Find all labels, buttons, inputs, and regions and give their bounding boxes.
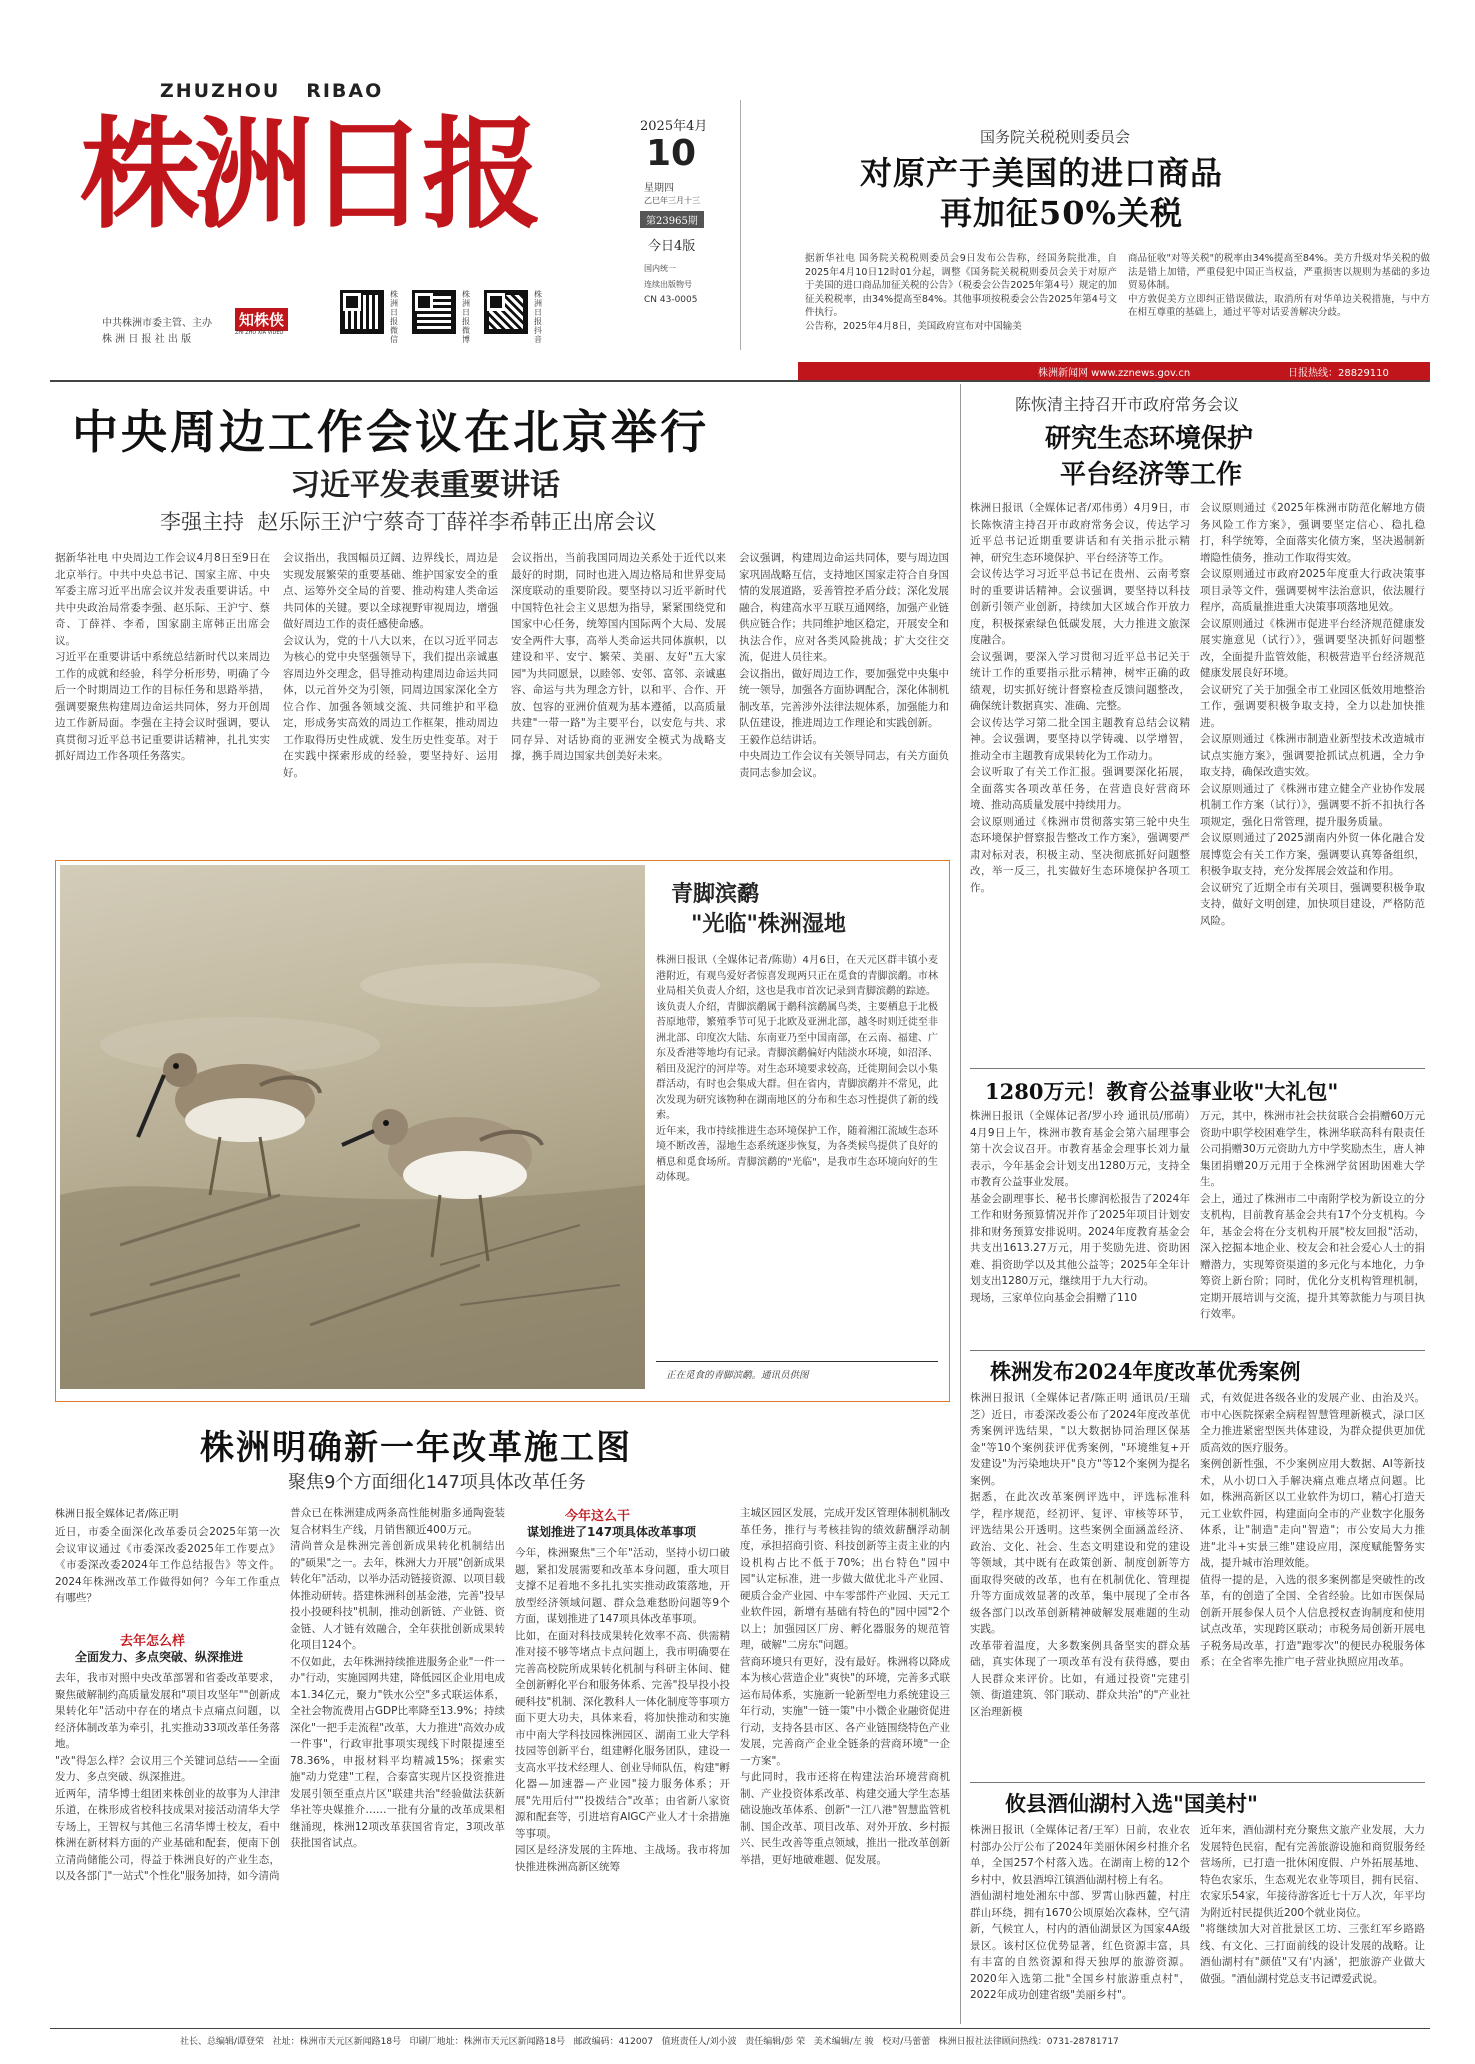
village-col-2: 近年来，酒仙湖村充分聚焦文旅产业发展，大力发展特色民宿，配有完善旅游设施和商贸服务经营场所，已打造一批休闲度假、户外拓展基地、特色农家乐，生态观光农业等项目，拥有民宿、农家乐54家，年接待游客近七十万人次，年平均为附近村民提供近200个就业岗位。 "将继续加大对首批景区工坊、三张红军乡路路线、有文化、三打面前线的设计发展的战略。让酒仙湖村有"颜值"又有'内涵'，把旅游产业做大做强。"酒仙湖村党总支书记谭爱武说。 xyxy=(1200,1824,1425,1985)
reform-col-1-intro: 近日，市委全面深化改革委员会2025年第一次会议审议通过《市委深改委2025年工作要点》《市委深改委2024年工作总结报告》等文件。2024年株洲改革工作做得如何？今年工作重点有哪些？ xyxy=(55,1526,280,1604)
cn-label-2: 连续出版物号 xyxy=(644,280,692,289)
edu-col-2: 万元，其中，株洲市社会扶贫联合会捐赠60万元资助中职学校困难学生，株洲华联高科有限责任公司捐赠30万元资助九方中学奖励杰生，唐人神集团捐赠20万元用于全株洲学贫困助困难大学生。 会上，通过了株洲市二中南附学校为新设立的分支机构，目前教育基金会共有17个分支机构。今年，基金会将在分支机构开展"校友回报"活动，深入挖掘本地企业、校友会和社会爱心人士的捐赠潜力，实现筹资渠道的多元化与本地化，力争筹资上新台阶；同时，优化分支机构管理机制，定期开展培训与交流，提升其筹款能力与项目执行效率。 xyxy=(1200,1110,1425,1320)
sandpiper-left xyxy=(138,1053,320,1197)
top-story-headline-1: 对原产于美国的进口商品 xyxy=(860,154,1224,192)
rule-cases xyxy=(970,1350,1425,1351)
app-logo[interactable] xyxy=(235,308,311,340)
date-day: 10 xyxy=(646,133,697,174)
column-divider xyxy=(960,384,961,2024)
masthead xyxy=(50,60,1430,360)
lead-col-2: 会议指出，我国幅员辽阔、边界线长，周边是实现发展繁荣的重要基础、维护国家安全的重点、运筹外交全局的首要、推动构建人类命运共同体的关键。要以全球视野审视周边，增强做好周边工作的责任感使命感。 会议认为，党的十八大以来，在以习近平同志为核心的党中央坚强领导下，我们提出亲诚惠容周边外交理念，倡导推动构建周边命运共同体，以元首外交为引领，同周边国家深化全方位合作、加强各领域交流、共同维护和平稳定，形成务实高效的周边工作框架，推动周边工作取得历史性成就、发生历史性变革。对于在实践中探索形成的经验，要坚持好、运用好。 xyxy=(283,552,498,779)
wetland-headline-1: 青脚滨鹬 xyxy=(671,882,760,907)
top-story-col-1: 据新华社电 国务院关税税则委员会9日发布公告称，经国务院批准，自2025年4月10日12时01分起，调整《国务院关税税则委员会关于对原产于美国的进口商品加征关税的公告》（税委会公告2025年第4号）规定的加征关税税率，由34%提高至84%。其他事项按税委会公告2025年第4号文件执行。 xyxy=(805,253,1117,318)
lead-deck: 李强主持 赵乐际王沪宁蔡奇丁薛祥李希韩正出席会议 xyxy=(160,510,657,534)
qr-label-3: 株洲日报抖音 xyxy=(534,290,542,344)
lead-col-3: 会议指出，当前我国同周边关系处于近代以来最好的时期，同时也进入周边格局和世界变局深度联动的重要阶段。要坚持以习近平新时代中国特色社会主义思想为指导，紧紧围绕党和国家中心任务，统筹国内国际两个大局、发展安全两件大事，高举人类命运共同体旗帜，以建设和平、安宁、繁荣、美丽、友好"五大家园"为共同愿景，以睦邻、安邻、富邻、亲诚惠容、命运与共为理念方针，以和平、合作、开放、包容的亚洲价值观为基本遵循，以高质量共建"一带一路"为主要平台，以安危与共、求同存异、对话协商的亚洲安全模式为战略支撑，携手周边国家共创美好未来。 xyxy=(511,552,726,762)
issue-number: 第23965期 xyxy=(640,211,704,228)
wetland-body: 株洲日报讯（全媒体记者/陈勋）4月6日，在天元区群丰镇小麦港附近，有观鸟爱好者惊喜发现两只正在觅食的青脚滨鹬。市林业局相关负责人介绍，这也是我市首次记录到青脚滨鹬的踪迹。 该负责人介绍，青脚滨鹬属于鹬科滨鹬属鸟类，主要栖息于北极苔原地带，繁殖季节可见于北欧及亚洲北部，越冬时则迁徙至非洲北部、印度次大陆、东南亚乃至中国南部，在云南、福建、广东及香港等地均有记录。青脚滨鹬偏好内陆淡水环境，如沼泽、稻田及泥泞的河岸等。对生态环境要求较高，迁徙期间会以小集群活动，有时也会集成大群。但在省内，青脚滨鹬并不常见，此次发现为研究该物种在湖南地区的分布和生态习性提供了新的线索。 近年来，我市持续推进生态环境保护工作，随着湘江流域生态环境不断改善，湿地生态系统逐步恢复，为各类候鸟提供了良好的栖息和觅食场所。青脚滨鹬的"光临"，是我市生态环境向好的生动体现。 xyxy=(656,955,938,1183)
cases-col-2: 式，有效促进各级各业的发展产业、由治及兴。市中心医院探索全病程智慧管理新模式，渌口区全力推进紧密型医共体建设，为群众提供更加优质高效的医疗服务。 案例创新性强，不少案例应用大数据、AI等新技术，从小切口入手解决痛点难点堵点问题。比如，株洲高新区以工业软件为切口，精心打造天元工业软件园，构建面向全市的产业数字化服务体系，让"制造"走向"智造"；市公安局大力推进"北斗+实景三维"建设应用，深度赋能警务实战，提升城市治理效能。 值得一提的是，入选的很多案例都是突破性的改革，有的创造了全国、全省经验。比如市医保局创新开展参保人员个人信息授权查询制度和使用试点改革，实现跨区联动；市税务局创新开展电子税务局改革，打造"跑零次"的便民办税服务体系；在全省率先推广电子营业执照应用改革。 xyxy=(1200,1392,1425,1668)
ecology-col-2: 会议原则通过《2025年株洲市防范化解地方债务风险工作方案》，强调要坚定信心、稳扎稳打，科学统筹，全面落实化债方案，坚决遏制新增隐性债务，推动工作取得实效。 会议原则通过市政府2025年度重大行政决策事项目录等文件，强调要树牢法治意识，依法履行程序，高质量推进重大决策事项落地见效。 会议原则通过《株洲市促进平台经济规范健康发展实施意见（试行）》，强调要坚决抓好问题整改，全面提升监管效能，积极营造平台经济规范健康发展良好环境。 会议研究了关于加强全市工业园区低效用地整治工作，强调要积极争取支持，全力以赴加快推进。 会议原则通过《株洲市制造业新型技术改造城市试点实施方案》，强调要抢抓试点机遇，全力争取支持，确保改造实效。 会议原则通过了《株洲市建立健全产业协作发展机制工作方案（试行）》，强调要不折不扣执行各项规定，强化日常管理，提升服务质量。 会议原则通过了2025湖南内外贸一体化融合发展博览会有关工作方案，强调要认真筹备组织，积极争取支持，充分发挥展会效益和作用。 会议研究了近期全市有关项目，强调要积极争取支持，做好文明创建，加快项目建设，严格防范风险。 xyxy=(1200,502,1425,927)
qr-code-3[interactable] xyxy=(484,290,528,334)
lead-headline: 中央周边工作会议在北京举行 xyxy=(72,405,709,459)
reform-sec-1-sub: 全面发力、多点突破、纵深推进 xyxy=(75,1650,244,1664)
reform-sec-1: 去年怎么样 xyxy=(120,1634,186,1649)
cases-headline: 株洲发布2024年度改革优秀案例 xyxy=(990,1359,1301,1384)
wetland-box xyxy=(55,860,950,1402)
footer-credits: 社长、总编辑/谭登荣 社址：株洲市天元区新闻路18号 印刷厂地址：株洲市天元区新闻路18号 邮政编码：412007 值班责任人/刘小波 责任编辑/彭 荣 美术编辑/左 骏 校对/马蕾蕾 株洲日报社法律顾问热线：0731-28781717 xyxy=(180,2037,1119,2047)
cn-label-1: 国内统一 xyxy=(644,264,676,273)
rule-village xyxy=(970,1782,1425,1783)
masthead-rule xyxy=(50,380,1430,382)
cases-col-1: 株洲日报讯（全媒体记者/陈正明 通讯员/王瑞芝）近日，市委深改委公布了2024年度改革优秀案例评选结果，"以大数据协同治理区保基金"等10个案例获评优秀案例，"环境维复+开发建设"为污染地块开"良方"等12个案例为提名案例。 据悉，在此次改革案例评选中，评选标准科学，程序规范，经初评、复评、审核等环节，评选结果公开透明。这些案例全面涵盖经济、政治、文化、社会、生态文明建设和党的建设等领域，其中既有在政策创新、制度创新等方面取得突破的改革，也有在机制优化、管理提升等方面成效显著的改革，集中展现了全市各级各部门以改革创新精神破解发展难题的生动实践。 改革带着温度，大多数案例具备坚实的群众基础，真实体现了一项改革有没有获得感，要由人民群众来评价。比如，有通过投资"完建引领、街道建筑、邻门联动、群众共治"的"产业社区治理新模 xyxy=(970,1392,1190,1718)
village-col-1: 株洲日报讯（全媒体记者/王军）日前，农业农村部办公厅公布了2024年美丽休闲乡村推介名单，全国257个村落入选。在湖南上榜的12个乡村中，攸县酒埠江镇酒仙湖村榜上有名。 酒仙湖村地处湘东中部、罗霄山脉西麓，村庄群山环绕，拥有1670公顷原始次森林，空气清新，气候宜人，村内的酒仙湖景区为国家4A级景区。该村区位优势显著，红色资源丰富，具有丰富的自然资源和得天独厚的旅游资源。2020年入选第二批"全国乡村旅游重点村"，2022年成功创建省级"美丽乡村"。 xyxy=(970,1824,1190,2001)
reform-sec-2-sub: 谋划推进了147项具体改革事项 xyxy=(527,1525,697,1539)
date-year-month: 2025年4月 xyxy=(640,119,708,134)
masthead-pinyin: ZHUZHOU RIBAO xyxy=(160,80,384,102)
lead-col-4: 会议强调，构建周边命运共同体，要与周边国家巩固战略互信，支持地区国家走符合自身国情的发展道路，妥善管控矛盾分歧；深化发展融合，构建高水平互联互通网络，加强产业链供应链合作；共同维护地区稳定，开展安全和执法合作，应对各类风险挑战；扩大交往交流，促进人员往来。 会议指出，做好周边工作，要加强党中央集中统一领导，加强各方面协调配合，深化体制机制改革，完善涉外法律法规体系，加强能力和队伍建设，推进周边工作理论和实践创新。 王毅作总结讲话。 中央周边工作会议有关领导同志，有关方面负责同志参加会议。 xyxy=(739,552,949,779)
app-sub: ZHI ZHU XIA VIDEO xyxy=(235,330,284,336)
app-name: 知株侠 xyxy=(235,308,288,331)
qr-label-2: 株洲日报微博 xyxy=(462,290,470,344)
date-box xyxy=(640,115,735,340)
reform-col-2: 普众已在株洲建成两条高性能树脂多通陶瓷装复合材料生产线，月销售额近400万元。 清尚普众是株洲完善创新成果转化机制结出的"硕果"之一。去年，株洲大力开展"创新成果转化年"活动，以举办活动链接资源、以项目载体推动研转。搭建株洲科创基金港，完善"投早投小投硬科技"机制，推动创新链、产业链、资金链、人才链有效融合，全年获批创新成果转化项目124个。 不仅如此，去年株洲持续推进服务企业"一件一办"行动，实施园网共建，降低园区企业用电成本1.34亿元，聚力"铁水公空"多式联运体系，全社会物流费用占GDP比率降至13.9%；持续深化"一把手走流程"改革，大力推进"高效办成一件事"，行政审批事项实现线下时限提速至78.36%，申报材料平均精减15%；探索实施"动力党建"工程，合泰富实现片区投资推进发展引领至重点片区"联建共治"经验做法获新华社等央媒推介……一批有分量的改革成果相继涌现，株洲12项改革获国省肯定，3项改革获批国省试点。 xyxy=(290,1507,505,1849)
page-count: 今日4版 xyxy=(648,239,696,254)
bird-photo-illustration xyxy=(60,865,645,1389)
top-story-col-1-tail: 公告称，2025年4月8日，美国政府宣布对中国输美 xyxy=(805,321,1022,332)
weekday: 星期四 xyxy=(644,183,674,194)
reform-headline: 株洲明确新一年改革施工图 xyxy=(200,1428,632,1468)
qr-code-2[interactable] xyxy=(412,290,456,334)
sponsor-line-2: 株 洲 日 报 社 出 版 xyxy=(102,334,192,345)
top-story-kicker: 国务院关税税则委员会 xyxy=(980,128,1131,146)
masthead-title: 株洲日报 xyxy=(80,104,536,245)
reform-col-1-body: 去年，我市对照中央改革部署和省委改革要求，聚焦破解制约高质量发展和"项目攻坚年""创新成果转化年"活动中存在的堵点卡点痛点问题，以经济体制改革为牵引，扎实推动33项改革任务落地。 "改"得怎么样？会议用三个关键词总结——全面发力、多点突破、纵深推进。 近两年，清华博士组团来株创业的故事为人津津乐道，在株形成省校科技成果对接活动清华大学专场上，王智权与其他三名清华博士校友，看中株洲在新材料方面的产业基础和配套，便南下创立清尚储能公司，得益于株洲良好的产业生态，以及各部门"一站式"个性化"服务加持，如今清尚 xyxy=(55,1672,280,1882)
bird-photo xyxy=(60,865,645,1389)
lead-subhead: 习近平发表重要讲话 xyxy=(290,468,560,503)
lead-col-1: 据新华社电 中央周边工作会议4月8日至9日在北京举行。中共中央总书记、国家主席、中央军委主席习近平出席会议并发表重要讲话。中共中央政治局常委李强、赵乐际、王沪宁、蔡奇、丁薛祥、李希，国家副主席韩正出席会议。 习近平在重要讲话中系统总结新时代以来周边工作的成就和经验，科学分析形势，明确了今后一个时期周边工作的目标任务和思路举措，强调要聚焦构建周边命运共同体，努力开创周边工作新局面。李强在主持会议时强调，要认真贯彻习近平总书记重要讲话精神，扎扎实实抓好周边工作各项任务落实。 xyxy=(55,552,270,762)
masthead-divider xyxy=(740,100,741,350)
top-story-col-2: 商品征收"对等关税"的税率由34%提高至84%。美方升级对华关税的做法是错上加错，严重侵犯中国正当权益，严重损害以规则为基础的多边贸易体制。 中方敦促美方立即纠正错误做法，取消所有对华单边关税措施，与中方在相互尊重的基础上，通过平等对话妥善解决分歧。 xyxy=(1128,253,1430,318)
village-headline: 攸县酒仙湖村入选"国美村" xyxy=(1005,1791,1258,1816)
reform-subhead: 聚焦9个方面细化147项具体改革任务 xyxy=(288,1472,586,1493)
edu-headline: 1280万元！教育公益事业收"大礼包" xyxy=(985,1079,1339,1104)
web-site[interactable]: 株洲新闻网 www.zznews.gov.cn xyxy=(1038,368,1191,379)
reform-col-4: 主城区园区发展，完成开发区管理体制机制改革任务，推行与考核挂钩的绩效薪酬浮动制度，承担招商引资、科技创新等主责主业的内设机构占比不低于70%；出台特色"园中园"认定标准，进一步做大做优北斗产业园、硬质合金产业园、中车零部件产业园、天元工业软件园，新增有基础有特色的"园中园"2个以上；加强园区厂房、孵化器服务的规范管理，破解"二房东"问题。 营商环境只有更好，没有最好。株洲将以降成本为核心营造企业"爽快"的环境，完善多式联运布局体系，实施新一轮新型电力系统建设三年行动，实施"一链一策"中小微企业融资促进行动，支持各县市区、各产业链围绕特色产业发展，完善商产企业全链条的营商环境"一企一方案"。 与此同时，我市还将在构建法治环境营商机制、产业投资体系改革、构建交通大学生态基础设施改革体系、创新"一江八港"智慧监管机制、国企改革、项目改革、对外开放、乡村振兴、民生改善等重点领域，推出一批改革创新举措，更好地破难题、促发展。 xyxy=(740,1507,950,1866)
photo-caption: 正在觅食的青脚滨鹬。通讯员供图 xyxy=(666,1370,809,1381)
web-bar xyxy=(798,362,1430,380)
sponsor-line-1: 中共株洲市委主管、主办 xyxy=(102,318,212,329)
qr-code-1[interactable] xyxy=(340,290,384,334)
cn-number: CN 43-0005 xyxy=(644,295,698,305)
ecology-kicker: 陈恢清主持召开市政府常务会议 xyxy=(1015,395,1240,414)
reform-col-3: 今年，株洲聚焦"三个年"活动，坚持小切口破题，紧扣发展需要和改革本身问题，重大项目支撑不足着地不多扎扎实实推动政策落地，开放型经济领域问题、群众急难愁盼问题等9个方面，谋划推进了147项具体改革事项。 比如，在面对科技成果转化效率不高、供需精准对接不够等堵点卡点问题上，我市明确要在完善高校院所成果转化机制与科研主体间、健全创新孵化平台和服务体系、完善"投早投小投硬科技"机制、深化教科人一体化制度等事项方面下更大功夫，具体来看，将加快推动和实施市中南大学科技园株洲园区、湖南工业大学科技园等创新平台，组建孵化服务团队，建设一支高水平技术经理人、创业导师队伍，构建"孵化器—加速器—产业园"接力服务体系；开展"先用后付""投拨结合"改革；由省新八家资源和配套等，引进培育AIGC产业人才十余措施等事项。 园区是经济发展的主阵地、主战场。我市将加快推进株洲高新区统筹 xyxy=(515,1547,730,1873)
qr-label-1: 株洲日报微信 xyxy=(390,290,398,344)
top-story-headline-2: 再加征50%关税 xyxy=(940,194,1183,232)
footer-rule xyxy=(50,2028,1430,2029)
reform-sec-2: 今年这么干 xyxy=(565,1509,631,1524)
ecology-headline-2: 平台经济等工作 xyxy=(1060,460,1243,490)
caption-rule xyxy=(656,1361,938,1362)
ecology-headline-1: 研究生态环境保护 xyxy=(1045,424,1254,454)
wetland-headline-2: "光临"株洲湿地 xyxy=(691,912,846,937)
edu-col-1: 株洲日报讯（全媒体记者/罗小玲 通讯员/邢萌）4月9日上午，株洲市教育基金会第六届理事会第十次会议召开。市教育基金会理事长刘力量表示，今年基金会计划支出1280万元，支持全市教育公益事业发展。 基金会副理事长、秘书长廖润松报告了2024年工作和财务预算情况并作了2025年项目计划安排和财务预算安排说明。2024年度教育基金会共支出1613.27万元，用于奖励先进、资助困难、捐资助学以及其他公益等；2025年全年计划支出1280万元，继续用于九大行动。 现场，三家单位向基金会捐赠了110 xyxy=(970,1110,1190,1304)
reform-byline: 株洲日报全媒体记者/陈正明 xyxy=(55,1509,179,1520)
ecology-col-1: 株洲日报讯（全媒体记者/邓伟勇）4月9日，市长陈恢清主持召开市政府常务会议，传达学习近平总书记近期重要讲话和有关指示批示精神，研究生态环境保护、平台经济等工作。 会议传达学习习近平总书记在贵州、云南考察时的重要讲话精神。会议强调，要坚持以科技创新引领产业创新，持续加大区域合作开放力度，积极探索绿色低碳发展，大力推进文旅深度融合。 会议强调，要深入学习贯彻习近平总书记关于统计工作的重要指示批示精神，树牢正确的政绩观，切实抓好统计督察检查反馈问题整改，确保统计数据真实、准确、完整。 会议传达学习第二批全国主题教育总结会议精神。会议强调，要坚持以学铸魂、以学增智，推动全市主题教育成果转化为工作动力。 会议听取了有关工作汇报。强调要深化拓展，全面落实各项改革任务，在营造良好营商环境、推动高质量发展中持续用力。 会议原则通过《株洲市贯彻落实第三轮中央生态环境保护督察报告整改工作方案》，强调要严肃对标对表，积极主动、坚决彻底抓好问题整改，举一反三，扎实做好生态环境保护各项工作。 xyxy=(970,502,1190,894)
lunar-date: 乙巳年三月十三 xyxy=(644,196,700,205)
hotline: 日报热线：28829110 xyxy=(1288,368,1389,379)
rule-edu xyxy=(970,1068,1425,1069)
